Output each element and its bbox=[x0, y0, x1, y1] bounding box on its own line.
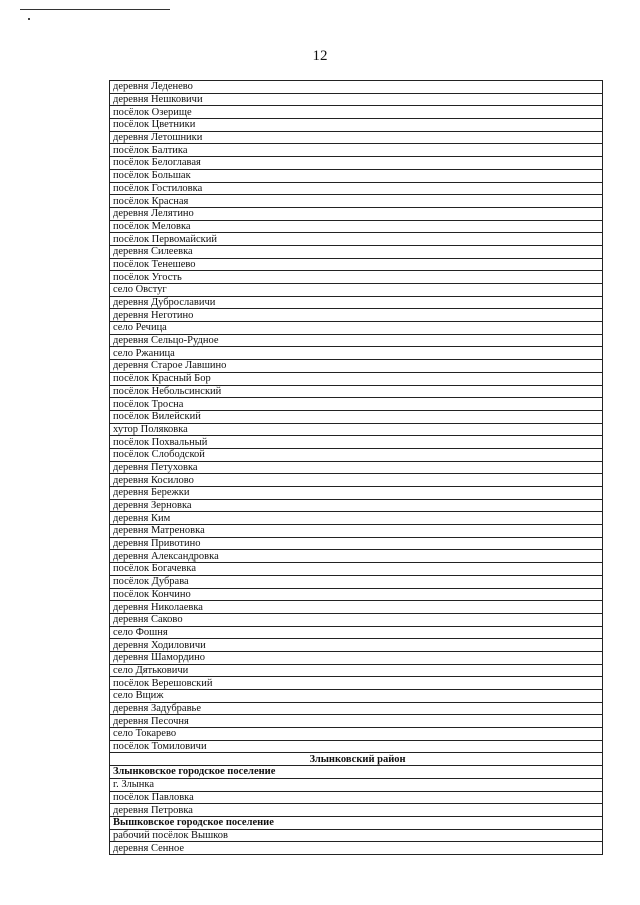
table-row bbox=[110, 81, 603, 94]
table-row bbox=[110, 131, 603, 144]
locality-name: деревня Дуброславичи bbox=[110, 296, 603, 309]
table-row bbox=[110, 220, 603, 233]
table-row bbox=[110, 334, 603, 347]
table-row bbox=[110, 233, 603, 246]
locality-name: село Овстуг bbox=[110, 284, 603, 297]
table-row bbox=[110, 499, 603, 512]
scan-artifact-line bbox=[20, 9, 170, 10]
locality-name: деревня Силеевка bbox=[110, 245, 603, 258]
table-row bbox=[110, 537, 603, 550]
locality-name: деревня Петровка bbox=[110, 804, 603, 817]
locality-name: село Речица bbox=[110, 322, 603, 335]
locality-name: деревня Сельцо-Рудное bbox=[110, 334, 603, 347]
table-row bbox=[110, 461, 603, 474]
table-row bbox=[110, 791, 603, 804]
table-row bbox=[110, 398, 603, 411]
locality-name: посёлок Белоглавая bbox=[110, 157, 603, 170]
table-row bbox=[110, 207, 603, 220]
locality-name: рабочий посёлок Вышков bbox=[110, 829, 603, 842]
locality-name: деревня Лелятино bbox=[110, 207, 603, 220]
table-row bbox=[110, 385, 603, 398]
district-name: Злынковский район bbox=[110, 753, 603, 766]
locality-name: село Вщиж bbox=[110, 690, 603, 703]
table-row bbox=[110, 436, 603, 449]
locality-name: деревня Старое Лавшино bbox=[110, 360, 603, 373]
locality-name: село Токарево bbox=[110, 728, 603, 741]
locality-name: деревня Привотино bbox=[110, 537, 603, 550]
locality-name: деревня Летошники bbox=[110, 131, 603, 144]
table-row bbox=[110, 372, 603, 385]
locality-name: посёлок Тросна bbox=[110, 398, 603, 411]
table-row bbox=[110, 613, 603, 626]
locality-name: деревня Николаевка bbox=[110, 601, 603, 614]
district-header-row bbox=[110, 753, 603, 766]
table-row bbox=[110, 626, 603, 639]
table-row bbox=[110, 258, 603, 271]
settlement-group-row bbox=[110, 816, 603, 829]
locality-name: деревня Неготино bbox=[110, 309, 603, 322]
table-row bbox=[110, 93, 603, 106]
locality-name: посёлок Большак bbox=[110, 169, 603, 182]
locality-name: деревня Сенное bbox=[110, 842, 603, 855]
locality-name: село Фошня bbox=[110, 626, 603, 639]
table-row bbox=[110, 284, 603, 297]
settlement-group-name: Злынковское городское поселение bbox=[110, 766, 603, 779]
locality-name: деревня Александровка bbox=[110, 550, 603, 563]
locality-name: деревня Бережки bbox=[110, 487, 603, 500]
locality-name: посёлок Меловка bbox=[110, 220, 603, 233]
locality-name: посёлок Небольсинский bbox=[110, 385, 603, 398]
table-row bbox=[110, 728, 603, 741]
locality-name: деревня Задубравье bbox=[110, 702, 603, 715]
table-row bbox=[110, 309, 603, 322]
table-row bbox=[110, 563, 603, 576]
table-row bbox=[110, 182, 603, 195]
table-row bbox=[110, 842, 603, 855]
locality-name: посёлок Красная bbox=[110, 195, 603, 208]
table-row bbox=[110, 804, 603, 817]
locality-name: село Дятьковичи bbox=[110, 664, 603, 677]
locality-name: посёлок Дубрава bbox=[110, 575, 603, 588]
table-row bbox=[110, 740, 603, 753]
locality-name: посёлок Озерище bbox=[110, 106, 603, 119]
table-row bbox=[110, 550, 603, 563]
locality-name: деревня Ким bbox=[110, 512, 603, 525]
locality-name: посёлок Балтика bbox=[110, 144, 603, 157]
table-row bbox=[110, 677, 603, 690]
table-row bbox=[110, 347, 603, 360]
locality-name: посёлок Цветники bbox=[110, 119, 603, 132]
locality-name: посёлок Гостиловка bbox=[110, 182, 603, 195]
table-row bbox=[110, 271, 603, 284]
locality-name: посёлок Первомайский bbox=[110, 233, 603, 246]
table-row bbox=[110, 778, 603, 791]
locality-name: деревня Петуховка bbox=[110, 461, 603, 474]
table-row bbox=[110, 296, 603, 309]
table-row bbox=[110, 715, 603, 728]
table-row bbox=[110, 169, 603, 182]
locality-name: посёлок Томиловичи bbox=[110, 740, 603, 753]
table-row bbox=[110, 639, 603, 652]
settlements-table bbox=[109, 80, 603, 855]
page-number: 12 bbox=[312, 48, 328, 64]
locality-name: посёлок Павловка bbox=[110, 791, 603, 804]
table-row bbox=[110, 601, 603, 614]
table-row bbox=[110, 588, 603, 601]
locality-name: посёлок Слободской bbox=[110, 448, 603, 461]
table-row bbox=[110, 144, 603, 157]
scan-artifact-dot bbox=[28, 18, 30, 20]
table-row bbox=[110, 448, 603, 461]
table-row bbox=[110, 702, 603, 715]
table-row bbox=[110, 474, 603, 487]
locality-name: деревня Шамордино bbox=[110, 651, 603, 664]
locality-name: деревня Нешковичи bbox=[110, 93, 603, 106]
table-row bbox=[110, 575, 603, 588]
table-row bbox=[110, 525, 603, 538]
locality-name: хутор Поляковка bbox=[110, 423, 603, 436]
table-row bbox=[110, 245, 603, 258]
locality-name: село Ржаница bbox=[110, 347, 603, 360]
locality-name: деревня Косилово bbox=[110, 474, 603, 487]
table-row bbox=[110, 423, 603, 436]
locality-name: деревня Матреновка bbox=[110, 525, 603, 538]
locality-name: посёлок Верешовский bbox=[110, 677, 603, 690]
locality-name: деревня Саково bbox=[110, 613, 603, 626]
settlement-group-name: Вышковское городское поселение bbox=[110, 816, 603, 829]
locality-name: деревня Леденево bbox=[110, 81, 603, 94]
locality-name: посёлок Кончино bbox=[110, 588, 603, 601]
table-row bbox=[110, 651, 603, 664]
table-row bbox=[110, 690, 603, 703]
locality-name: деревня Песочня bbox=[110, 715, 603, 728]
locality-name: посёлок Вилейский bbox=[110, 410, 603, 423]
table-row bbox=[110, 410, 603, 423]
table-row bbox=[110, 119, 603, 132]
table-row bbox=[110, 322, 603, 335]
table-row bbox=[110, 360, 603, 373]
locality-name: посёлок Красный Бор bbox=[110, 372, 603, 385]
locality-name: деревня Ходиловичи bbox=[110, 639, 603, 652]
table-row bbox=[110, 487, 603, 500]
settlement-group-row bbox=[110, 766, 603, 779]
table-row bbox=[110, 195, 603, 208]
locality-name: посёлок Похвальный bbox=[110, 436, 603, 449]
table-row bbox=[110, 106, 603, 119]
locality-name: деревня Зерновка bbox=[110, 499, 603, 512]
locality-name: посёлок Богачевка bbox=[110, 563, 603, 576]
locality-name: посёлок Тенешево bbox=[110, 258, 603, 271]
table-row bbox=[110, 157, 603, 170]
locality-name: посёлок Угость bbox=[110, 271, 603, 284]
locality-name: г. Злынка bbox=[110, 778, 603, 791]
table-row bbox=[110, 664, 603, 677]
table-row bbox=[110, 829, 603, 842]
settlements-table-body bbox=[110, 81, 603, 855]
table-row bbox=[110, 512, 603, 525]
